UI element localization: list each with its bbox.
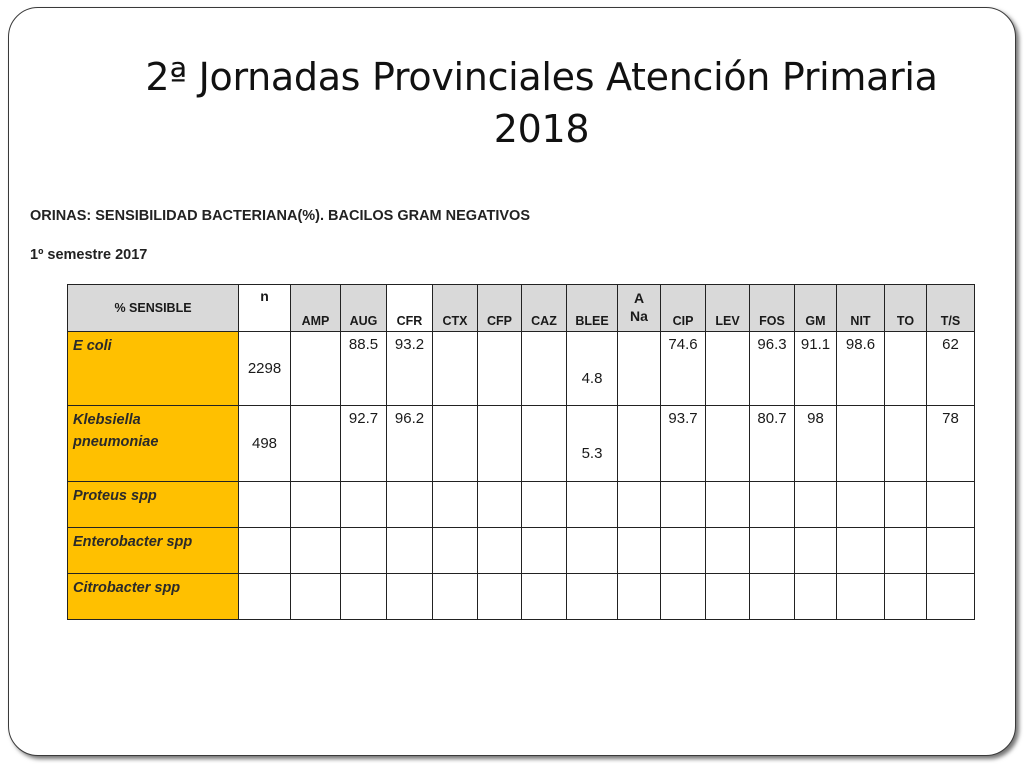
table-cell [885, 574, 927, 620]
slide-title-line1: 2ª Jornadas Provinciales Atención Primaria [145, 55, 938, 99]
table-cell-ts: 62 [927, 332, 975, 406]
table-cell [341, 482, 387, 528]
table-cell [478, 482, 522, 528]
table-cell [795, 574, 837, 620]
table-cell-cfr: 96.2 [387, 406, 433, 482]
table-cell [239, 482, 291, 528]
header-ctx: CTX [433, 285, 478, 332]
organism-cell [68, 406, 239, 482]
header-cfr: CFR [387, 285, 433, 332]
table-cell [706, 574, 750, 620]
table-cell-lev [706, 406, 750, 482]
table-cell [522, 482, 567, 528]
table-cell [750, 574, 795, 620]
table-cell [387, 528, 433, 574]
table-cell [927, 574, 975, 620]
table-cell-ana [618, 406, 661, 482]
table-cell [478, 574, 522, 620]
table-cell [885, 482, 927, 528]
table-cell [522, 528, 567, 574]
table-cell-amp [291, 406, 341, 482]
table-cell-nit: 98.6 [837, 332, 885, 406]
table-cell-to [885, 406, 927, 482]
table-cell [750, 482, 795, 528]
table-cell [387, 574, 433, 620]
table-cell-aug: 88.5 [341, 332, 387, 406]
table-cell-to [885, 332, 927, 406]
header-nit: NIT [837, 285, 885, 332]
table-cell [618, 574, 661, 620]
header-aug: AUG [341, 285, 387, 332]
table-cell [927, 482, 975, 528]
table-cell-gm: 98 [795, 406, 837, 482]
table-cell-aug: 92.7 [341, 406, 387, 482]
table-cell-n: 498 [239, 406, 291, 482]
table-cell [433, 482, 478, 528]
table-cell [433, 574, 478, 620]
sensitivity-table [67, 284, 975, 620]
header-amp: AMP [291, 285, 341, 332]
table-cell [341, 574, 387, 620]
header-ana-line1: A [633, 290, 645, 306]
table-row [68, 406, 975, 482]
table-cell-cfp [478, 332, 522, 406]
section-heading: ORINAS: SENSIBILIDAD BACTERIANA(%). BACILOS GRAM NEGATIVOS [30, 208, 530, 224]
table-cell [885, 528, 927, 574]
table-cell [618, 528, 661, 574]
organism-name-line2: pneumoniae [73, 434, 159, 450]
table-cell-blee: 5.3 [567, 406, 618, 482]
header-n: n [239, 285, 291, 332]
table-cell [522, 574, 567, 620]
header-ana [618, 285, 661, 332]
table-cell [567, 574, 618, 620]
header-blee: BLEE [567, 285, 618, 332]
table-cell [567, 482, 618, 528]
table-cell-blee: 4.8 [567, 332, 618, 406]
table-cell [750, 528, 795, 574]
table-header-row [68, 285, 975, 332]
table-cell [706, 482, 750, 528]
organism-cell: E coli [68, 332, 239, 406]
table-cell [433, 528, 478, 574]
table-cell [927, 528, 975, 574]
table-cell [618, 482, 661, 528]
header-cip: CIP [661, 285, 706, 332]
table-cell-amp [291, 332, 341, 406]
table-cell-ts: 78 [927, 406, 975, 482]
table-cell [837, 482, 885, 528]
table-cell-caz [522, 332, 567, 406]
header-to: TO [885, 285, 927, 332]
table-cell-ctx [433, 406, 478, 482]
organism-cell: Proteus spp [68, 482, 239, 528]
section-period: 1º semestre 2017 [30, 247, 148, 263]
header-gm: GM [795, 285, 837, 332]
table-cell-nit [837, 406, 885, 482]
table-cell [387, 482, 433, 528]
table-cell-ctx [433, 332, 478, 406]
table-row [68, 528, 975, 574]
table-row [68, 482, 975, 528]
table-cell [795, 482, 837, 528]
table-cell [661, 528, 706, 574]
table-cell [661, 574, 706, 620]
header-caz: CAZ [522, 285, 567, 332]
table-cell-caz [522, 406, 567, 482]
table-cell [291, 528, 341, 574]
table-cell-cfr: 93.2 [387, 332, 433, 406]
table-cell [478, 528, 522, 574]
slide-title [69, 51, 1014, 155]
table-cell [239, 528, 291, 574]
table-cell [341, 528, 387, 574]
organism-cell: Enterobacter spp [68, 528, 239, 574]
table-cell-lev [706, 332, 750, 406]
slide-title-line2: 2018 [493, 107, 590, 151]
table-cell [291, 574, 341, 620]
table-cell [795, 528, 837, 574]
header-sensible: % SENSIBLE [68, 285, 239, 332]
table-cell [291, 482, 341, 528]
table-row [68, 332, 975, 406]
table-cell [567, 528, 618, 574]
table-cell-n: 2298 [239, 332, 291, 406]
table-cell-ana [618, 332, 661, 406]
header-ts: T/S [927, 285, 975, 332]
organism-name-line1: Klebsiella [73, 412, 141, 428]
table-cell [837, 574, 885, 620]
header-lev: LEV [706, 285, 750, 332]
table-cell-cip: 74.6 [661, 332, 706, 406]
table-cell-cfp [478, 406, 522, 482]
table-cell-cip: 93.7 [661, 406, 706, 482]
table-row [68, 574, 975, 620]
table-cell [661, 482, 706, 528]
table-cell-fos: 80.7 [750, 406, 795, 482]
organism-cell: Citrobacter spp [68, 574, 239, 620]
table-cell [706, 528, 750, 574]
table-cell-gm: 91.1 [795, 332, 837, 406]
header-ana-line2: Na [630, 308, 648, 324]
table-cell [837, 528, 885, 574]
table-cell-fos: 96.3 [750, 332, 795, 406]
table-cell [239, 574, 291, 620]
header-fos: FOS [750, 285, 795, 332]
header-cfp: CFP [478, 285, 522, 332]
